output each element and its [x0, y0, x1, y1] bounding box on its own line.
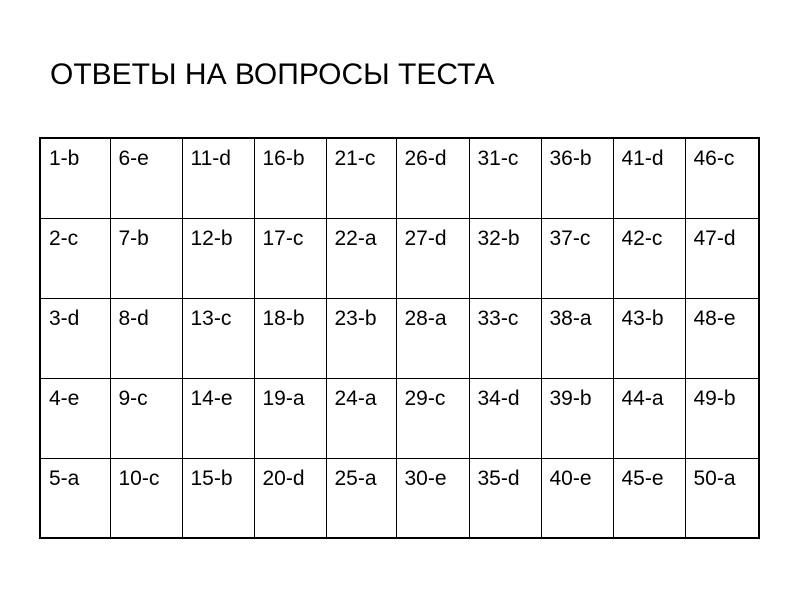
answer-cell: 31-c	[469, 138, 541, 218]
answer-cell: 32-b	[469, 218, 541, 298]
answers-table	[39, 137, 760, 539]
answer-cell: 11-d	[182, 138, 254, 218]
answer-cell: 47-d	[685, 218, 759, 298]
answer-cell: 44-a	[613, 378, 685, 458]
table-row	[40, 378, 759, 458]
answer-cell: 38-a	[541, 298, 613, 378]
answer-cell: 24-a	[326, 378, 396, 458]
answers-table-body	[40, 138, 759, 538]
answer-cell: 37-c	[541, 218, 613, 298]
answer-cell: 26-d	[396, 138, 469, 218]
answer-cell: 35-d	[469, 458, 541, 538]
answer-cell: 2-c	[40, 218, 110, 298]
answer-cell: 50-a	[685, 458, 759, 538]
answer-cell: 22-a	[326, 218, 396, 298]
answer-cell: 13-c	[182, 298, 254, 378]
answer-cell: 20-d	[254, 458, 326, 538]
answer-cell: 7-b	[110, 218, 182, 298]
answer-cell: 5-a	[40, 458, 110, 538]
answer-cell: 21-c	[326, 138, 396, 218]
answer-cell: 6-e	[110, 138, 182, 218]
answer-cell: 23-b	[326, 298, 396, 378]
answer-cell: 17-c	[254, 218, 326, 298]
page-title: ОТВЕТЫ НА ВОПРОСЫ ТЕСТА	[50, 58, 495, 91]
answer-cell: 27-d	[396, 218, 469, 298]
answer-cell: 48-e	[685, 298, 759, 378]
answer-cell: 3-d	[40, 298, 110, 378]
answer-cell: 46-c	[685, 138, 759, 218]
table-row	[40, 298, 759, 378]
answer-cell: 25-a	[326, 458, 396, 538]
answer-cell: 49-b	[685, 378, 759, 458]
answer-cell: 41-d	[613, 138, 685, 218]
answer-cell: 28-a	[396, 298, 469, 378]
table-row	[40, 138, 759, 218]
answer-cell: 30-e	[396, 458, 469, 538]
answer-cell: 12-b	[182, 218, 254, 298]
answer-cell: 1-b	[40, 138, 110, 218]
table-row	[40, 458, 759, 538]
table-row	[40, 218, 759, 298]
answer-cell: 18-b	[254, 298, 326, 378]
answer-cell: 10-c	[110, 458, 182, 538]
answer-cell: 33-c	[469, 298, 541, 378]
answer-cell: 14-e	[182, 378, 254, 458]
answer-cell: 8-d	[110, 298, 182, 378]
answer-cell: 29-c	[396, 378, 469, 458]
answer-cell: 15-b	[182, 458, 254, 538]
answer-cell: 16-b	[254, 138, 326, 218]
answer-cell: 43-b	[613, 298, 685, 378]
answer-cell: 36-b	[541, 138, 613, 218]
answer-cell: 40-e	[541, 458, 613, 538]
answer-cell: 45-e	[613, 458, 685, 538]
answer-cell: 39-b	[541, 378, 613, 458]
answer-cell: 4-e	[40, 378, 110, 458]
answer-cell: 42-c	[613, 218, 685, 298]
answer-cell: 9-c	[110, 378, 182, 458]
answer-cell: 34-d	[469, 378, 541, 458]
answer-cell: 19-a	[254, 378, 326, 458]
